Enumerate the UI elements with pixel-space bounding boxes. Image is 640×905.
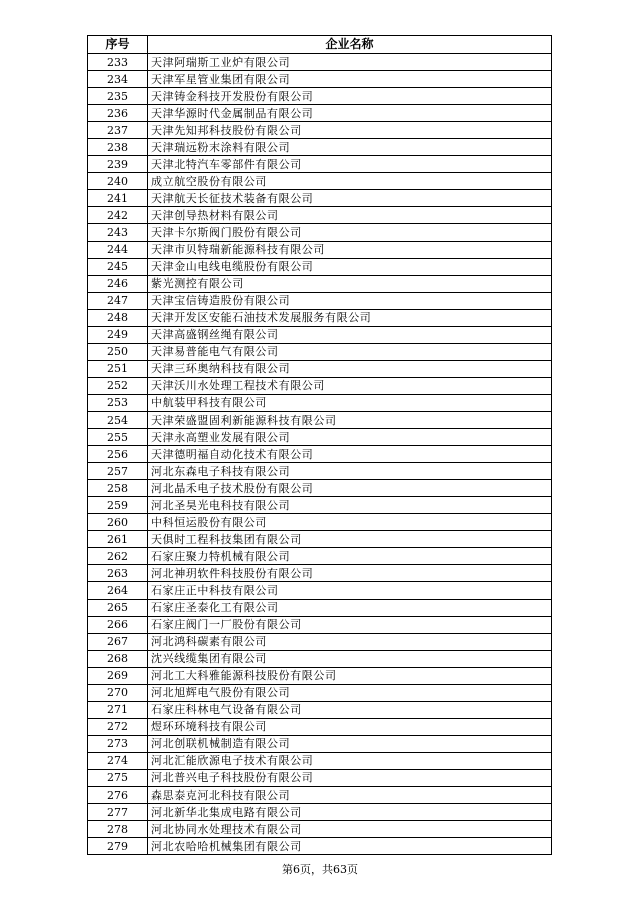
serial-number-cell: 255 [88, 429, 148, 446]
table-row [88, 224, 552, 241]
company-name-cell: 河北普兴电子科技股份有限公司 [148, 769, 552, 786]
company-name-cell: 天津创导热材料有限公司 [148, 207, 552, 224]
serial-number-cell: 264 [88, 582, 148, 599]
company-name-cell: 天津三环奥纳科技有限公司 [148, 360, 552, 377]
table-row [88, 156, 552, 173]
serial-number-cell: 258 [88, 480, 148, 497]
company-name-cell: 天津市贝特瑞新能源科技有限公司 [148, 241, 552, 258]
company-name-cell: 河北农哈哈机械集团有限公司 [148, 838, 552, 855]
table-row [88, 480, 552, 497]
serial-number-cell: 277 [88, 804, 148, 821]
table-row [88, 139, 552, 156]
company-name-cell: 河北晶禾电子技术股份有限公司 [148, 480, 552, 497]
serial-number-cell: 245 [88, 258, 148, 275]
company-name-cell: 中科恒运股份有限公司 [148, 514, 552, 531]
company-name-cell: 天津荣盛盟固利新能源科技有限公司 [148, 411, 552, 428]
company-name-cell: 天津北特汽车零部件有限公司 [148, 156, 552, 173]
serial-number-cell: 253 [88, 394, 148, 411]
table-row [88, 173, 552, 190]
serial-number-cell: 257 [88, 463, 148, 480]
serial-number-cell: 238 [88, 139, 148, 156]
table-header-row [88, 36, 552, 54]
table-row [88, 838, 552, 855]
serial-number-cell: 249 [88, 326, 148, 343]
table-row [88, 275, 552, 292]
company-name-cell: 石家庄圣泰化工有限公司 [148, 599, 552, 616]
table-row [88, 411, 552, 428]
company-name-cell: 天津卡尔斯阀门股份有限公司 [148, 224, 552, 241]
serial-number-cell: 265 [88, 599, 148, 616]
table-row [88, 701, 552, 718]
serial-number-cell: 272 [88, 718, 148, 735]
company-name-cell: 天津高盛钢丝绳有限公司 [148, 326, 552, 343]
table-row [88, 122, 552, 139]
serial-number-cell: 237 [88, 122, 148, 139]
company-name-cell: 森思泰克河北科技有限公司 [148, 787, 552, 804]
serial-number-cell: 260 [88, 514, 148, 531]
company-name-cell: 天津瑞远粉末涂料有限公司 [148, 139, 552, 156]
company-name-cell: 天俱时工程科技集团有限公司 [148, 531, 552, 548]
table-row [88, 360, 552, 377]
serial-number-cell: 248 [88, 309, 148, 326]
company-name-cell: 河北圣昊光电科技有限公司 [148, 497, 552, 514]
serial-number-cell: 233 [88, 54, 148, 71]
table-row [88, 429, 552, 446]
table-row [88, 821, 552, 838]
table-row [88, 446, 552, 463]
company-name-cell: 河北鸿科碳素有限公司 [148, 633, 552, 650]
serial-number-cell: 234 [88, 71, 148, 88]
table-row [88, 667, 552, 684]
serial-number-cell: 268 [88, 650, 148, 667]
serial-number-cell: 239 [88, 156, 148, 173]
table-row [88, 616, 552, 633]
page-footer: 第6页，共63页 [282, 863, 358, 876]
table-row [88, 650, 552, 667]
company-name-cell: 天津铸金科技开发股份有限公司 [148, 88, 552, 105]
serial-number-cell: 244 [88, 241, 148, 258]
table-row [88, 292, 552, 309]
table-row [88, 394, 552, 411]
serial-number-cell: 273 [88, 735, 148, 752]
serial-number-cell: 236 [88, 105, 148, 122]
table-row [88, 684, 552, 701]
company-name-cell: 天津德明福自动化技术有限公司 [148, 446, 552, 463]
table-row [88, 514, 552, 531]
company-name-cell: 石家庄阀门一厂股份有限公司 [148, 616, 552, 633]
company-name-cell: 石家庄科林电气设备有限公司 [148, 701, 552, 718]
table-row [88, 497, 552, 514]
table-row [88, 207, 552, 224]
company-name-cell: 河北协同水处理技术有限公司 [148, 821, 552, 838]
serial-number-cell: 276 [88, 787, 148, 804]
company-name-cell: 石家庄聚力特机械有限公司 [148, 548, 552, 565]
table-row [88, 463, 552, 480]
company-name-cell: 天津阿瑞斯工业炉有限公司 [148, 54, 552, 71]
table-row [88, 190, 552, 207]
serial-number-cell: 266 [88, 616, 148, 633]
serial-number-cell: 240 [88, 173, 148, 190]
serial-number-cell: 251 [88, 360, 148, 377]
company-name-cell: 天津军星管业集团有限公司 [148, 71, 552, 88]
company-name-cell: 天津金山电线电缆股份有限公司 [148, 258, 552, 275]
company-name-cell: 天津先知邦科技股份有限公司 [148, 122, 552, 139]
company-name-cell: 煜环环境科技有限公司 [148, 718, 552, 735]
table-row [88, 54, 552, 71]
company-name-cell: 天津航天长征技术装备有限公司 [148, 190, 552, 207]
table-row [88, 309, 552, 326]
serial-number-cell: 246 [88, 275, 148, 292]
serial-number-cell: 267 [88, 633, 148, 650]
serial-number-cell: 241 [88, 190, 148, 207]
table-row [88, 105, 552, 122]
header-serial-number: 序号 [88, 36, 148, 54]
serial-number-cell: 279 [88, 838, 148, 855]
table-row [88, 343, 552, 360]
company-name-cell: 河北神玥软件科技股份有限公司 [148, 565, 552, 582]
company-name-cell: 河北工大科雅能源科技股份有限公司 [148, 667, 552, 684]
serial-number-cell: 254 [88, 411, 148, 428]
company-table [87, 35, 552, 855]
table-body [88, 54, 552, 855]
table-row [88, 787, 552, 804]
serial-number-cell: 278 [88, 821, 148, 838]
company-name-cell: 天津易普能电气有限公司 [148, 343, 552, 360]
table-row [88, 599, 552, 616]
table-row [88, 718, 552, 735]
table-row [88, 582, 552, 599]
serial-number-cell: 261 [88, 531, 148, 548]
serial-number-cell: 262 [88, 548, 148, 565]
company-name-cell: 河北新华北集成电路有限公司 [148, 804, 552, 821]
company-name-cell: 成立航空股份有限公司 [148, 173, 552, 190]
table-row [88, 531, 552, 548]
company-name-cell: 沈兴线缆集团有限公司 [148, 650, 552, 667]
serial-number-cell: 242 [88, 207, 148, 224]
table-row [88, 735, 552, 752]
company-name-cell: 天津华源时代金属制品有限公司 [148, 105, 552, 122]
serial-number-cell: 250 [88, 343, 148, 360]
serial-number-cell: 275 [88, 769, 148, 786]
table-row [88, 88, 552, 105]
serial-number-cell: 256 [88, 446, 148, 463]
table-row [88, 548, 552, 565]
company-name-cell: 天津宝信铸造股份有限公司 [148, 292, 552, 309]
table-row [88, 633, 552, 650]
header-company-name: 企业名称 [148, 36, 552, 54]
serial-number-cell: 263 [88, 565, 148, 582]
serial-number-cell: 252 [88, 377, 148, 394]
company-name-cell: 河北创联机械制造有限公司 [148, 735, 552, 752]
serial-number-cell: 235 [88, 88, 148, 105]
table-row [88, 769, 552, 786]
table-row [88, 752, 552, 769]
serial-number-cell: 247 [88, 292, 148, 309]
serial-number-cell: 269 [88, 667, 148, 684]
serial-number-cell: 259 [88, 497, 148, 514]
table-row [88, 71, 552, 88]
serial-number-cell: 271 [88, 701, 148, 718]
company-name-cell: 石家庄正中科技有限公司 [148, 582, 552, 599]
table-row [88, 326, 552, 343]
company-name-cell: 中航装甲科技有限公司 [148, 394, 552, 411]
serial-number-cell: 243 [88, 224, 148, 241]
company-name-cell: 天津沃川水处理工程技术有限公司 [148, 377, 552, 394]
serial-number-cell: 274 [88, 752, 148, 769]
table-row [88, 377, 552, 394]
table-row [88, 241, 552, 258]
serial-number-cell: 270 [88, 684, 148, 701]
company-name-cell: 天津开发区安能石油技术发展服务有限公司 [148, 309, 552, 326]
company-name-cell: 河北汇能欣源电子技术有限公司 [148, 752, 552, 769]
company-name-cell: 天津永高塑业发展有限公司 [148, 429, 552, 446]
table-row [88, 804, 552, 821]
company-name-cell: 河北东森电子科技有限公司 [148, 463, 552, 480]
table-row [88, 565, 552, 582]
table-row [88, 258, 552, 275]
company-name-cell: 紫光测控有限公司 [148, 275, 552, 292]
company-name-cell: 河北旭辉电气股份有限公司 [148, 684, 552, 701]
